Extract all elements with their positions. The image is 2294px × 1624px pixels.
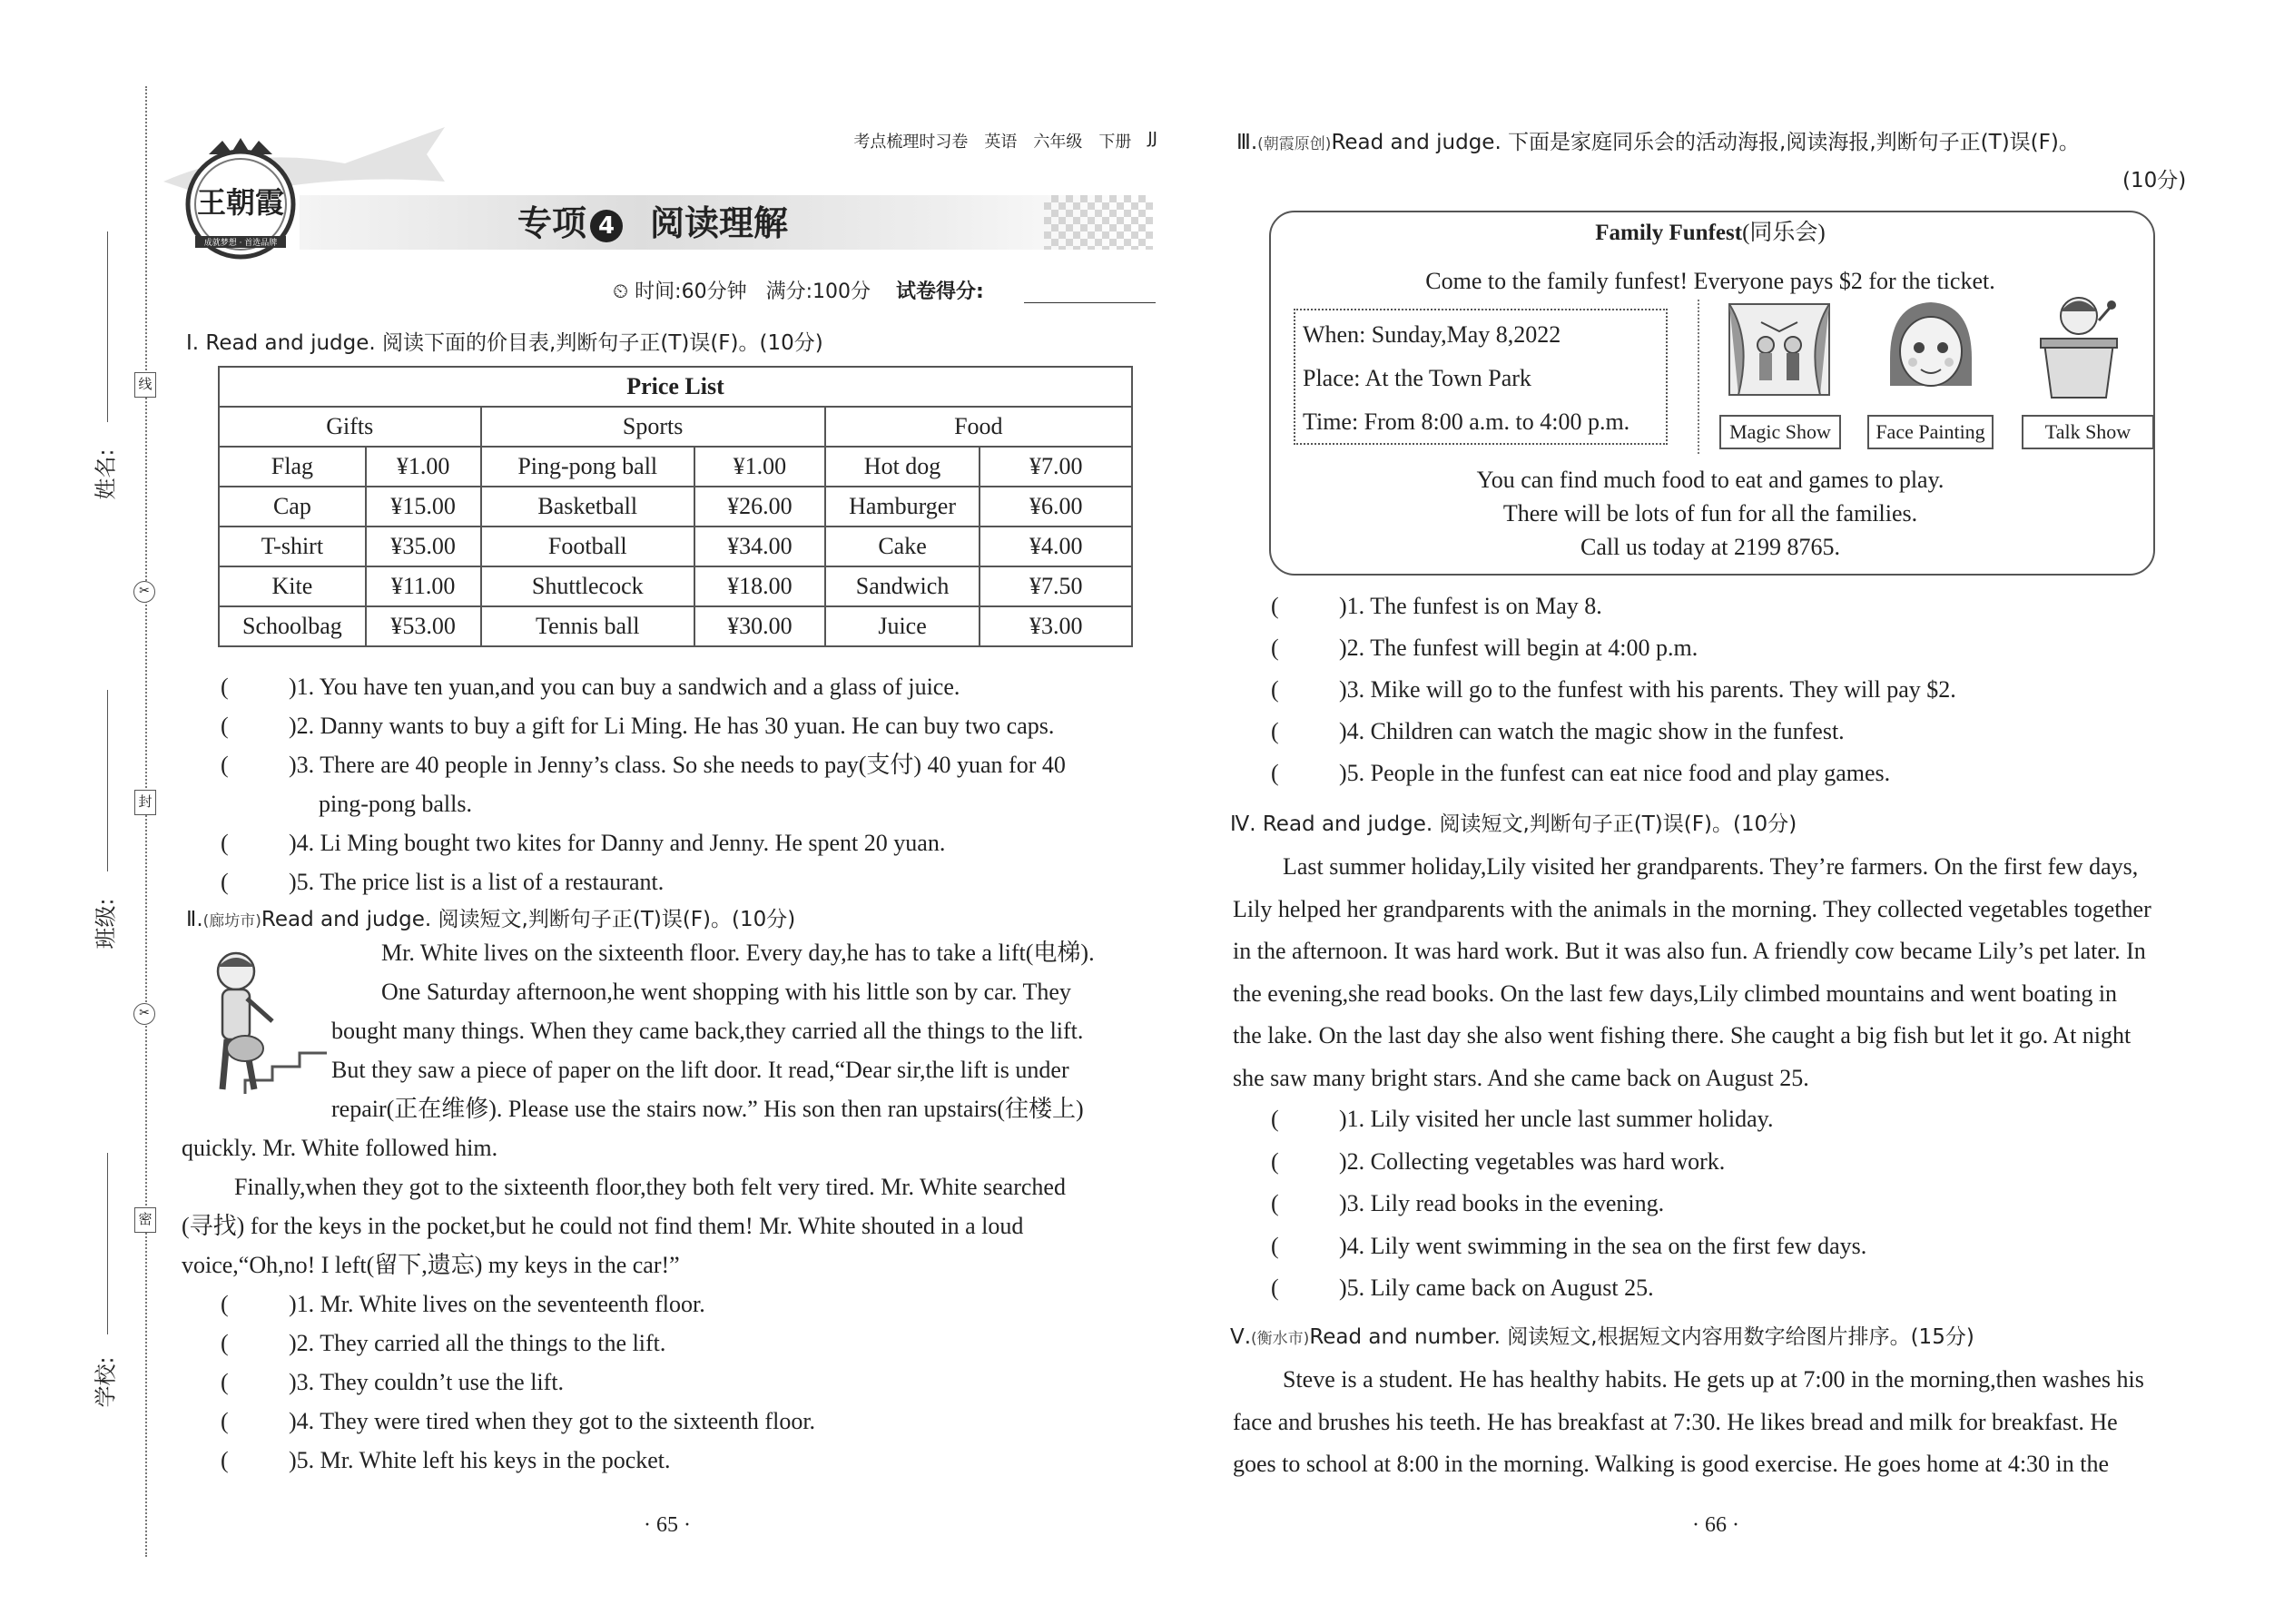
header-volume: 下册 [1098,133,1132,152]
question-text: )5. The price list is a list of a restaurant. [289,869,665,895]
table-cell: ¥6.00 [980,487,1132,527]
section5-source: (衡水市) [1251,1330,1310,1348]
table-cell: Schoolbag [219,606,366,646]
face-painting-illustration [1881,295,1981,399]
table-cell: Kite [219,566,366,606]
time-label: 时间:60分钟 [635,281,747,303]
question-text: )4. Children can watch the magic show in the funfest. [1339,718,1845,744]
price-table [218,366,1133,647]
logo [182,136,300,263]
poster-divider [1698,300,1699,454]
question-item[interactable] [221,706,1156,745]
answer-blank[interactable]: ( [221,1369,229,1395]
score-input-line[interactable] [1024,302,1156,303]
answer-blank[interactable]: ( [1271,676,1279,703]
question-item[interactable] [1271,1267,2224,1310]
answer-blank[interactable]: ( [221,1330,229,1356]
question-item[interactable] [1271,711,2224,753]
table-cell: Sandwich [825,566,980,606]
school-blank-line [107,1153,108,1334]
poster-footer-line: You can find much food to eat and games to play. [1476,467,1944,493]
table-cell: ¥7.00 [980,447,1132,487]
passage-line: voice,“Oh,no! I left(留下,遗忘) my keys in the car!” [182,1252,680,1278]
title-text: 阅读理解 [650,203,789,243]
question-text: )3. There are 40 people in Jenny’s class. So she needs to pay(支付) 40 yuan for 40 [289,752,1066,778]
section3-questions [1271,586,2224,794]
answer-blank[interactable]: ( [1271,635,1279,661]
section5-passage [1233,1359,2204,1486]
header-subject: 英语 [984,133,1018,152]
school-label: 学校: [93,1356,119,1408]
table-cell: Cap [219,487,366,527]
passage-line: face and brushes his teeth. He has breakfast at 7:30. He likes bread and milk for breakfast. He [1233,1408,2118,1435]
question-item[interactable] [221,1402,1156,1441]
question-text: )4. Li Ming bought two kites for Danny and Jenny. He spent 20 yuan. [289,830,946,856]
table-cell: Football [481,527,694,566]
page-title [517,198,788,249]
logo-slogan: 成就梦想 · 首选品牌 [195,236,286,248]
passage-line: goes to school at 8:00 in the morning. Walking is good exercise. He goes home at 4:30 in the [1233,1451,2110,1477]
title-number-badge: 4 [590,210,623,242]
question-item[interactable] [1271,627,2224,669]
poster-footer-line: There will be lots of fun for all the families. [1502,500,1918,527]
page-number-left: · 65 · [644,1513,691,1537]
answer-blank[interactable]: ( [221,1408,229,1434]
section2-source: (廊坊市) [202,912,261,930]
header-grade: 六年级 [1033,133,1083,152]
question-text: )1. The funfest is on May 8. [1339,593,1602,619]
answer-blank[interactable]: ( [1271,1147,1279,1175]
question-item[interactable] [221,745,1156,784]
answer-blank[interactable]: ( [1271,1106,1279,1132]
answer-blank[interactable]: ( [1271,1190,1279,1216]
answer-blank[interactable]: ( [221,1447,229,1473]
section5-text: Read and number. 阅读短文,根据短文内容用数字给图片排序。(15分) [1309,1325,1974,1349]
passage-line: One Saturday afternoon,he went shopping with his little son by car. They [381,979,1071,1005]
table-cell: ¥26.00 [694,487,825,527]
question-item[interactable] [221,1324,1156,1363]
question-text: )5. People in the funfest can eat nice food and play games. [1339,760,1891,786]
passage-line: Lily helped her grandparents with the animals in the morning. They collected vegetables together [1233,895,2151,922]
passage-line: Finally,when they got to the sixteenth floor,they both felt very tired. Mr. White searched [234,1174,1066,1200]
answer-blank[interactable]: ( [221,830,229,856]
passage-line: Last summer holiday,Lily visited her grandparents. They’re farmers. On the first few days, [1283,853,2139,880]
question-text: )1. Lily visited her uncle last summer holiday. [1339,1106,1774,1132]
event-when: When: Sunday,May 8,2022 [1303,321,1561,348]
table-cell: Hamburger [825,487,980,527]
section4-heading: Ⅳ. Read and judge. 阅读短文,判断句子正(T)误(F)。(10分) [1230,812,1797,836]
activity-magic-show: Magic Show [1719,415,1841,449]
seal-line-box: 线 [134,372,156,398]
poster-title-en: Family Funfest [1595,221,1743,245]
question-continuation: ping-pong balls. [319,791,472,817]
section5-num: Ⅴ. [1230,1325,1252,1349]
full-score-label: 满分:100分 [765,281,871,303]
passage-line: repair(正在维修). Please use the stairs now.” His son then ran upstairs(往楼上) [331,1096,1084,1122]
poster-footer [1269,463,2151,564]
answer-blank[interactable]: ( [1271,1232,1279,1259]
section5-heading [1230,1319,1974,1355]
logo-text: 王朝霞 [196,185,284,220]
question-text: )2. Collecting vegetables was hard work. [1339,1147,1726,1175]
question-text: )2. The funfest will begin at 4:00 p.m. [1339,635,1698,661]
table-cell: ¥35.00 [366,527,481,566]
header-series: 考点梳理时习卷 [853,133,969,152]
section3-num: Ⅲ. [1236,131,1258,154]
poster-intro: Come to the family funfest! Everyone pays $2 for the ticket. [1425,268,1995,294]
question-text: )5. Mr. White left his keys in the pocket. [289,1447,671,1473]
table-cell: ¥1.00 [694,447,825,487]
question-item[interactable] [221,1441,1156,1480]
cut-mark-icon: ✂ [133,1003,155,1025]
title-checker [1044,195,1153,250]
event-time: Time: From 8:00 a.m. to 4:00 p.m. [1303,408,1630,435]
table-cell: ¥11.00 [366,566,481,606]
question-text: )3. They couldn’t use the lift. [289,1369,565,1395]
seal-secret-box: 密 [134,1207,156,1233]
event-details [1303,313,1629,444]
score-label: 试卷得分: [895,281,984,303]
section2-passage [182,933,1157,1284]
question-item[interactable] [221,1363,1156,1402]
passage-line: bought many things. When they came back,they carried all the things to the lift. [331,1018,1084,1044]
question-text: )5. Lily came back on August 25. [1339,1275,1654,1301]
group-food: Food [825,407,1132,447]
section1-heading: Ⅰ. Read and judge. 阅读下面的价目表,判断句子正(T)误(F)。(10分) [186,331,823,355]
section3-text: Read and judge. 下面是家庭同乐会的活动海报,阅读海报,判断句子正(T)误(F)。 [1331,131,2080,154]
passage-line: quickly. Mr. White followed him. [182,1135,498,1161]
activity-face-painting: Face Painting [1867,415,1994,449]
poster-title [1269,215,2151,251]
page-number-right: · 66 · [1692,1513,1739,1537]
table-cell: Shuttlecock [481,566,694,606]
question-text: )3. Mike will go to the funfest with his parents. They will pay $2. [1339,676,1956,703]
table-cell: Hot dog [825,447,980,487]
answer-blank[interactable]: ( [221,674,229,700]
section2-heading [186,901,795,938]
question-text: )2. Danny wants to buy a gift for Li Ming. He has 30 yuan. He can buy two caps. [289,713,1055,739]
question-item[interactable] [1271,1183,2224,1225]
passage-line: (寻找) for the keys in the pocket,but he could not find them! Mr. White shouted in a loud [182,1213,1024,1239]
activity-talk-show: Talk Show [2022,415,2154,449]
exam-info [613,277,984,308]
table-cell: ¥34.00 [694,527,825,566]
table-cell: Basketball [481,487,694,527]
section2-num: Ⅱ. [186,908,203,931]
question-text: )1. Mr. White lives on the seventeenth floor. [289,1291,705,1317]
section4-questions [1271,1098,2224,1310]
event-place: Place: At the Town Park [1303,365,1531,391]
table-cell: Cake [825,527,980,566]
passage-line: But they saw a piece of paper on the lift door. It read,“Dear sir,the lift is under [331,1057,1069,1083]
section2-questions [221,1284,1156,1480]
name-label: 姓名: [93,448,119,500]
table-cell: ¥3.00 [980,606,1132,646]
passage-line: Steve is a student. He has healthy habits. He gets up at 7:00 in the morning,then washes his [1283,1366,2144,1393]
question-item[interactable] [221,823,1156,862]
question-item[interactable] [1271,1141,2224,1184]
table-cell: ¥15.00 [366,487,481,527]
table-row [219,487,1132,527]
question-item[interactable] [1271,669,2224,711]
question-item[interactable] [1271,753,2224,794]
answer-blank[interactable]: ( [221,869,229,895]
table-cell: ¥4.00 [980,527,1132,566]
question-text: )1. You have ten yuan,and you can buy a sandwich and a glass of juice. [289,674,960,700]
header-info [817,129,1157,156]
passage-line: the evening,she read books. On the last few days,Lily climbed mountains and went boating in [1233,979,2118,1007]
answer-blank[interactable]: ( [1271,760,1279,786]
clock-icon: ⏲ [613,281,629,303]
table-cell: ¥18.00 [694,566,825,606]
section4-passage [1233,846,2204,1099]
table-cell: ¥7.50 [980,566,1132,606]
answer-blank[interactable]: ( [221,713,229,739]
table-row [219,566,1132,606]
question-item[interactable] [221,862,1156,901]
table-cell: Flag [219,447,366,487]
poster-title-cn: (同乐会) [1742,221,1826,245]
question-item[interactable] [1271,1098,2224,1141]
section2-text: Read and judge. 阅读短文,判断句子正(T)误(F)。(10分) [261,908,796,931]
table-cell: ¥53.00 [366,606,481,646]
poster-footer-line: Call us today at 2199 8765. [1580,534,1840,560]
question-item[interactable] [1271,586,2224,627]
section3-heading [1236,124,2080,161]
table-cell: Juice [825,606,980,646]
table-row [219,447,1132,487]
header-edition: JJ [1147,129,1157,148]
talk-show-illustration [2033,289,2124,402]
name-blank-line [107,231,108,422]
question-text: )2. They carried all the things to the lift. [289,1330,666,1356]
answer-blank[interactable]: ( [1271,593,1279,619]
section3-points: (10分) [2122,169,2187,192]
seal-seal-box: 封 [134,790,156,815]
question-text: )4. Lily went swimming in the sea on the first few days. [1339,1232,1867,1259]
title-prefix: 专项 [517,203,587,243]
answer-blank[interactable]: ( [221,752,229,778]
passage-line: Mr. White lives on the sixteenth floor. Every day,he has to take a lift(电梯). [381,940,1095,966]
table-row [219,606,1132,646]
magic-show-illustration [1725,295,1834,399]
table-cell: Tennis ball [481,606,694,646]
class-label: 班级: [93,898,119,950]
table-cell: Ping-pong ball [481,447,694,487]
answer-blank[interactable]: ( [1271,1275,1279,1301]
section3-source: (朝霞原创) [1257,135,1332,153]
table-cell: ¥30.00 [694,606,825,646]
answer-blank[interactable]: ( [221,1291,229,1317]
class-blank-line [107,690,108,871]
passage-line: in the afternoon. It was hard work. But it was also fun. A friendly cow became Lily’s pet later. In [1233,938,2146,964]
price-table-title: Price List [219,367,1132,407]
question-item[interactable] [1271,1225,2224,1268]
section1-questions [221,667,1156,901]
table-row [219,527,1132,566]
question-item[interactable] [221,1284,1156,1324]
answer-blank[interactable]: ( [1271,718,1279,744]
question-text: )3. Lily read books in the evening. [1339,1190,1665,1216]
group-gifts: Gifts [219,407,481,447]
binding-dotted-line [145,86,147,1557]
group-sports: Sports [481,407,825,447]
question-item[interactable] [221,667,1156,706]
passage-line: the lake. On the last day she also went fishing there. She caught a big fish but let it go. At night [1233,1022,2132,1048]
table-cell: T-shirt [219,527,366,566]
passage-line: she saw many bright stars. And she came back on August 25. [1233,1064,1809,1091]
table-cell: ¥1.00 [366,447,481,487]
question-text: )4. They were tired when they got to the sixteenth floor. [289,1408,816,1434]
cut-mark-icon: ✂ [133,581,155,603]
